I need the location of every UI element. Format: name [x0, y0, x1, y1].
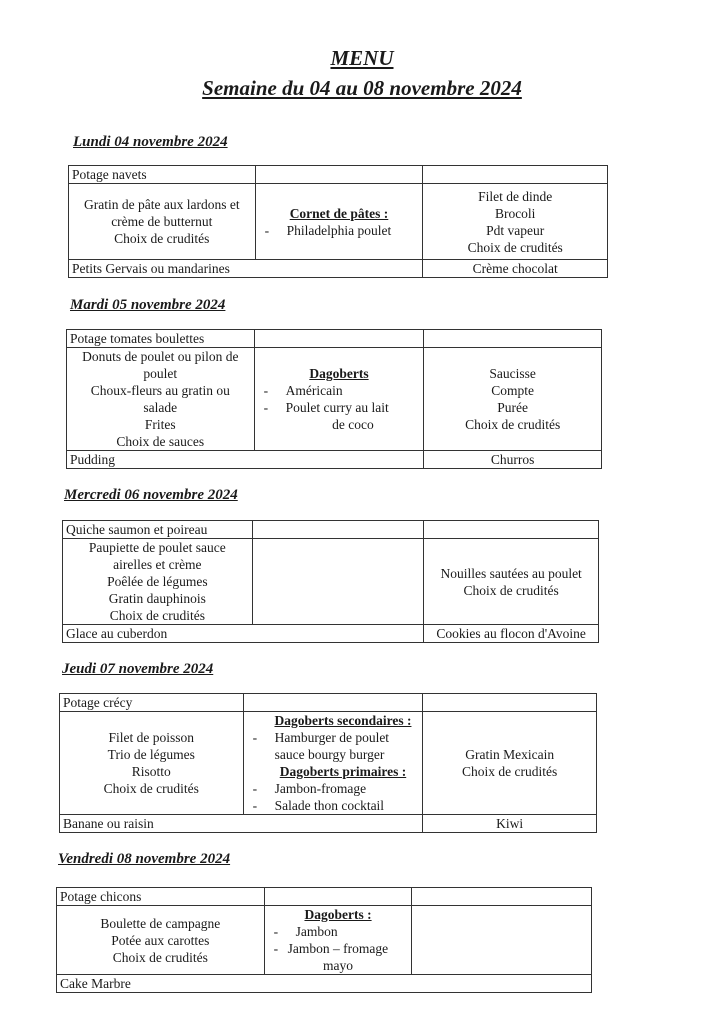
alternative-dish-cell — [252, 539, 424, 625]
dish-line: Choix de crudités — [462, 764, 558, 779]
dish-line: mayo — [323, 958, 354, 973]
dessert-cell-alt: Churros — [424, 451, 602, 469]
dish-line: Choix de crudités — [465, 417, 561, 432]
soup-cell: Potage chicons — [57, 888, 265, 906]
dish-line: Pdt vapeur — [486, 222, 545, 238]
menu-table-tuesday — [66, 329, 602, 469]
day-heading-friday: Vendredi 08 novembre 2024 — [58, 851, 231, 867]
dish-line: Choix de sauces — [116, 434, 205, 449]
dish-line: Gratin Mexicain — [465, 747, 555, 762]
main-dish-cell — [57, 906, 265, 975]
main-dish-cell — [69, 184, 256, 260]
dish-group-title: Dagoberts — [309, 366, 369, 381]
dish-line: - Salade thon cocktail — [247, 797, 420, 814]
dessert-cell: Glace au cuberdon — [63, 625, 424, 643]
dish-line: Nouilles sautées au poulet — [440, 565, 582, 581]
dish-line: Choix de crudités — [467, 239, 563, 255]
soup-cell: Potage navets — [69, 166, 256, 184]
dish-line: - Philadelphia poulet — [259, 222, 420, 239]
dish-line: Gratin de pâte aux lardons et — [84, 197, 240, 212]
dish-line: de coco — [332, 417, 374, 432]
dish-line: Trio de légumes — [107, 747, 195, 762]
dish-line: crème de butternut — [111, 214, 213, 229]
dish-line: - Américain — [258, 382, 421, 399]
dish-line: Choix de crudités — [114, 231, 210, 246]
dish-line: Filet de dinde — [478, 188, 553, 204]
menu-table-friday — [56, 887, 592, 993]
alternative-dish-cell — [255, 184, 423, 260]
dish-line: Poêlée de légumes — [107, 574, 208, 589]
dish-line: Gratin dauphinois — [108, 591, 206, 606]
main-dish-cell — [60, 712, 244, 815]
menu-subtitle: Semaine du 04 au 08 novembre 2024 — [202, 76, 522, 100]
dish-line: Boulette de campagne — [100, 915, 221, 931]
alternative-dish-cell — [254, 348, 424, 451]
dish-line: Choix de crudités — [112, 949, 208, 965]
dish-line: Choix de crudités — [103, 781, 199, 796]
dish-line: Potée aux carottes — [111, 932, 210, 948]
day-heading-monday: Lundi 04 novembre 2024 — [73, 134, 228, 150]
day-heading-tuesday: Mardi 05 novembre 2024 — [70, 297, 226, 313]
dish-line: Brocoli — [494, 205, 536, 221]
soup-cell: Potage crécy — [60, 694, 244, 712]
third-dish-cell — [423, 712, 597, 815]
dish-line: Risotto — [131, 764, 171, 779]
dish-line: Choix de crudités — [463, 582, 559, 598]
dish-line: - Poulet curry au lait — [258, 399, 421, 416]
dessert-cell-alt: Crème chocolat — [423, 260, 608, 278]
dish-line: Saucisse — [489, 366, 536, 381]
dish-line: - Jambon – fromage — [268, 940, 409, 957]
dish-group-title: Dagoberts primaires : — [279, 764, 407, 779]
dish-group-title: Cornet de pâtes : — [289, 205, 389, 221]
dish-line: Choix de crudités — [109, 608, 205, 623]
dish-line: Frites — [144, 417, 176, 432]
dish-line: - Jambon-fromage — [247, 780, 420, 797]
dish-line: Choux-fleurs au gratin ou — [90, 383, 230, 398]
dish-line: - Jambon — [268, 923, 409, 940]
dish-line: Filet de poisson — [108, 730, 195, 745]
soup-cell: Quiche saumon et poireau — [63, 521, 253, 539]
menu-title: MENU — [330, 46, 394, 70]
dessert-cell-alt: Kiwi — [423, 815, 597, 833]
third-dish-cell — [424, 539, 599, 625]
dish-line: sauce bourgy burger — [274, 747, 385, 762]
dessert-cell: Pudding — [67, 451, 424, 469]
dessert-cell: Petits Gervais ou mandarines — [69, 260, 423, 278]
menu-table-monday — [68, 165, 608, 278]
main-dish-cell — [63, 539, 253, 625]
alternative-dish-cell — [264, 906, 412, 975]
third-dish-cell — [423, 184, 608, 260]
third-dish-cell — [424, 348, 602, 451]
dish-line: poulet — [143, 366, 178, 381]
dish-group-title: Dagoberts secondaires : — [274, 713, 412, 728]
dish-line: Donuts de poulet ou pilon de — [82, 349, 239, 364]
day-heading-wednesday: Mercredi 06 novembre 2024 — [64, 487, 238, 503]
dish-line: - Hamburger de poulet — [247, 729, 420, 746]
dish-group-title: Dagoberts : — [304, 907, 372, 922]
dish-line: Paupiette de poulet sauce — [88, 540, 226, 555]
soup-cell: Potage tomates boulettes — [67, 330, 255, 348]
menu-table-wednesday — [62, 520, 599, 643]
dish-line: airelles et crème — [113, 557, 202, 572]
dessert-cell: Banane ou raisin — [60, 815, 423, 833]
alternative-dish-cell — [243, 712, 423, 815]
dish-line: salade — [143, 400, 178, 415]
dish-line: Purée — [497, 400, 529, 415]
main-dish-cell — [67, 348, 255, 451]
third-dish-cell — [412, 906, 592, 975]
menu-table-thursday — [59, 693, 597, 833]
dessert-cell-alt: Cookies au flocon d'Avoine — [424, 625, 599, 643]
dessert-cell: Cake Marbre — [57, 975, 592, 993]
day-heading-thursday: Jeudi 07 novembre 2024 — [62, 661, 214, 677]
dish-line: Compte — [491, 383, 535, 398]
